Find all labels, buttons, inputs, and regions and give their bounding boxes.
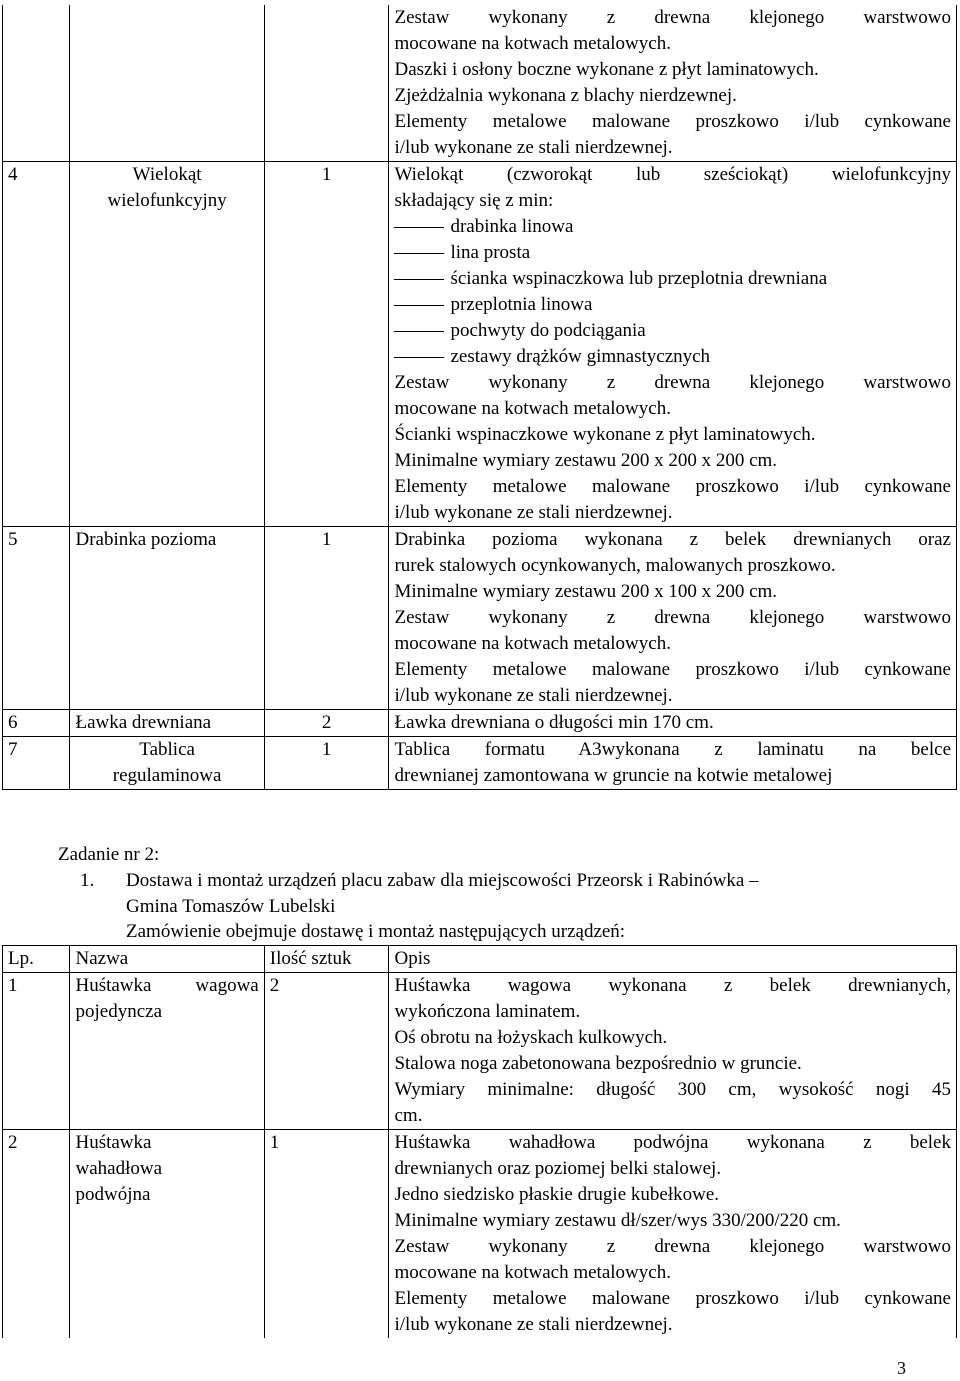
- equipment-table-1: [2, 5, 957, 790]
- desc-cell: [389, 737, 957, 790]
- table-row: [3, 162, 957, 527]
- name-cell: [70, 737, 264, 790]
- lp-cell: 7: [3, 737, 70, 790]
- task-heading: Zadanie nr 2:: [58, 844, 160, 865]
- desc-line: i/lub wykonane ze stali nierdzewnej.: [394, 685, 673, 706]
- table-row: [3, 737, 957, 790]
- desc-line: mocowane na kotwach metalowych.: [394, 398, 671, 419]
- list-item-label: przeplotnia linowa: [450, 294, 593, 315]
- dash-icon: [394, 305, 444, 306]
- lp-cell: 2: [3, 1130, 70, 1339]
- name-cell: [70, 973, 264, 1130]
- desc-line: i/lub wykonane ze stali nierdzewnej.: [394, 1314, 673, 1335]
- list-item-label: drabinka linowa: [450, 216, 574, 237]
- desc-line: drewnianej zamontowana w gruncie na kotwie metalowej: [394, 765, 833, 786]
- qty-cell: 2: [264, 973, 389, 1130]
- lp-cell: [3, 5, 70, 162]
- table-row: [3, 1130, 957, 1339]
- desc-line: Elementy metalowe malowane proszkowo i/lub cynkowane: [394, 659, 951, 680]
- desc-line: Zestaw wykonany z drewna klejonego warstwowo: [394, 1236, 951, 1257]
- list-item: [394, 318, 951, 344]
- name-line: wielofunkcyjny: [107, 190, 227, 211]
- desc-cell: [389, 5, 957, 162]
- desc-line: mocowane na kotwach metalowych.: [394, 1262, 671, 1283]
- list-item-label: lina prosta: [450, 242, 531, 263]
- header-qty: Ilość sztuk: [264, 946, 389, 973]
- name-cell: Drabinka pozioma: [70, 527, 264, 710]
- desc-line: Wymiary minimalne: długość 300 cm, wysokość nogi 45: [394, 1079, 951, 1100]
- header-name: Nazwa: [70, 946, 264, 973]
- desc-line: cm.: [394, 1105, 423, 1126]
- desc-line: i/lub wykonane ze stali nierdzewnej.: [394, 502, 673, 523]
- dash-icon: [394, 331, 444, 332]
- qty-cell: 2: [264, 710, 389, 737]
- desc-line: składający się z min:: [394, 190, 554, 211]
- name-line: Huśtawka: [75, 1132, 152, 1153]
- desc-line: Zestaw wykonany z drewna klejonego warstwowo: [394, 607, 951, 628]
- desc-line: Minimalne wymiary zestawu 200 x 200 x 200 cm.: [394, 450, 778, 471]
- name-line: regulaminowa: [112, 765, 222, 786]
- name-line: pojedyncza: [75, 1001, 162, 1022]
- name-cell: [70, 162, 264, 527]
- desc-line: Oś obrotu na łożyskach kulkowych.: [394, 1027, 668, 1048]
- lp-cell: 5: [3, 527, 70, 710]
- desc-line: Zjeżdżalnia wykonana z blachy nierdzewnej.: [394, 85, 737, 106]
- name-line: Huśtawka wagowa: [75, 975, 259, 996]
- task-item-text: Gmina Tomaszów Lubelski: [126, 896, 336, 917]
- header-desc: Opis: [389, 946, 957, 973]
- name-line: wahadłowa: [75, 1158, 163, 1179]
- dash-icon: [394, 279, 444, 280]
- desc-line: rurek stalowych ocynkowanych, malowanych proszkowo.: [394, 555, 836, 576]
- task-item: [80, 868, 759, 894]
- list-item: [394, 292, 951, 318]
- list-item: [394, 266, 951, 292]
- desc-line: Elementy metalowe malowane proszkowo i/lub cynkowane: [394, 1288, 951, 1309]
- name-cell: [70, 1130, 264, 1339]
- table-header-row: [3, 946, 957, 973]
- desc-line: Wielokąt (czworokąt lub sześciokąt) wielofunkcyjny: [394, 164, 951, 185]
- list-item-label: zestawy drążków gimnastycznych: [450, 346, 711, 367]
- desc-line: i/lub wykonane ze stali nierdzewnej.: [394, 137, 673, 158]
- name-cell: [70, 5, 264, 162]
- desc-line: drewnianych oraz poziomej belki stalowej.: [394, 1158, 722, 1179]
- lp-cell: 1: [3, 973, 70, 1130]
- desc-cell: [389, 1130, 957, 1339]
- table-row: [3, 710, 957, 737]
- dash-icon: [394, 357, 444, 358]
- lp-cell: 4: [3, 162, 70, 527]
- desc-line: Huśtawka wahadłowa podwójna wykonana z belek: [394, 1132, 951, 1153]
- qty-cell: 1: [264, 527, 389, 710]
- desc-cell: [389, 162, 957, 527]
- desc-line: Daszki i osłony boczne wykonane z płyt laminatowych.: [394, 59, 819, 80]
- desc-line: Huśtawka wagowa wykonana z belek drewnianych,: [394, 975, 951, 996]
- list-item-label: pochwyty do podciągania: [450, 320, 646, 341]
- desc-line: Minimalne wymiary zestawu dł/szer/wys 330/200/220 cm.: [394, 1210, 841, 1231]
- list-item: [394, 214, 951, 240]
- desc-cell: [389, 527, 957, 710]
- desc-line: Ścianki wspinaczkowe wykonane z płyt laminatowych.: [394, 424, 816, 445]
- dash-icon: [394, 227, 444, 228]
- qty-cell: 1: [264, 737, 389, 790]
- desc-line: Zestaw wykonany z drewna klejonego warstwowo: [394, 7, 951, 28]
- equipment-table-2: [2, 945, 957, 1338]
- name-line: Wielokąt: [132, 164, 202, 185]
- task-item-text: Zamówienie obejmuje dostawę i montaż następujących urządzeń:: [126, 921, 626, 942]
- desc-line: Elementy metalowe malowane proszkowo i/lub cynkowane: [394, 476, 951, 497]
- page-number: 3: [897, 1358, 906, 1378]
- table-row: [3, 527, 957, 710]
- header-lp: Lp.: [3, 946, 70, 973]
- list-item: [394, 344, 951, 370]
- name-line: podwójna: [75, 1184, 151, 1205]
- desc-line: mocowane na kotwach metalowych.: [394, 33, 671, 54]
- table-row: [3, 5, 957, 162]
- qty-cell: 1: [264, 162, 389, 527]
- desc-line: mocowane na kotwach metalowych.: [394, 633, 671, 654]
- desc-line: Jedno siedzisko płaskie drugie kubełkowe.: [394, 1184, 719, 1205]
- dash-icon: [394, 253, 444, 254]
- list-item: [394, 240, 951, 266]
- desc-cell: [389, 973, 957, 1130]
- desc-line: Elementy metalowe malowane proszkowo i/lub cynkowane: [394, 111, 951, 132]
- desc-line: Tablica formatu A3wykonana z laminatu na belce: [394, 739, 951, 760]
- desc-line: Stalowa noga zabetonowana bezpośrednio w gruncie.: [394, 1053, 802, 1074]
- list-item-label: ścianka wspinaczkowa lub przeplotnia drewniana: [450, 268, 828, 289]
- desc-line: wykończona laminatem.: [394, 1001, 581, 1022]
- lp-cell: 6: [3, 710, 70, 737]
- desc-line: Zestaw wykonany z drewna klejonego warstwowo: [394, 372, 951, 393]
- name-cell: Ławka drewniana: [70, 710, 264, 737]
- desc-cell: Ławka drewniana o długości min 170 cm.: [389, 710, 957, 737]
- qty-cell: [264, 5, 389, 162]
- qty-cell: 1: [264, 1130, 389, 1339]
- name-line: Tablica: [139, 739, 195, 760]
- desc-line: Minimalne wymiary zestawu 200 x 100 x 200 cm.: [394, 581, 778, 602]
- task-item-number: 1.: [80, 870, 95, 891]
- desc-line: Drabinka pozioma wykonana z belek drewnianych oraz: [394, 529, 951, 550]
- table-row: [3, 973, 957, 1130]
- task-item-text: Dostawa i montaż urządzeń placu zabaw dla miejscowości Przeorsk i Rabinówka –: [126, 870, 759, 891]
